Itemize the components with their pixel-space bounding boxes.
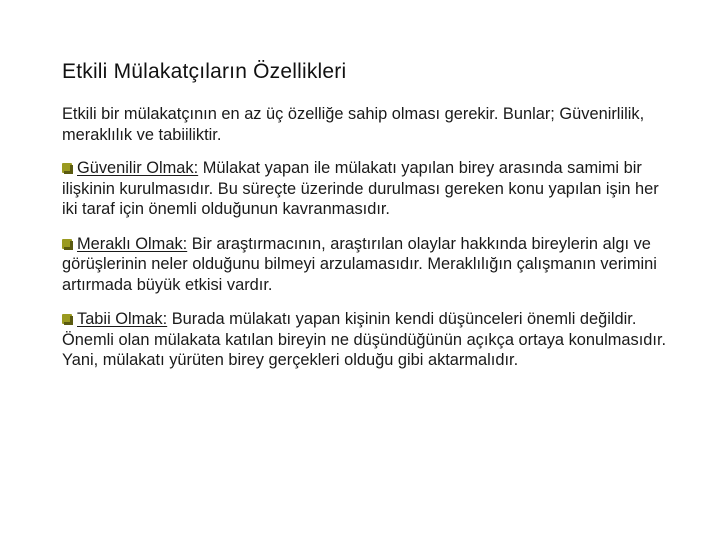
checkbox-square-icon xyxy=(62,314,73,325)
slide-body xyxy=(62,104,672,385)
bullet-item xyxy=(62,158,672,220)
bullet-heading: Tabii Olmak: xyxy=(77,310,168,328)
slide-title: Etkili Mülakatçıların Özellikleri xyxy=(62,60,347,83)
bullet-text: Mülakat yapan ile mülakatı yapılan birey arasında samimi bir ilişkinin kurulmasıdır. Bu süreçte üzerinde durulması gereken konu yapılan işin her iki taraf için önemli olduğunun kavranmasıdır. xyxy=(62,159,659,218)
intro-paragraph: Etkili bir mülakatçının en az üç özelliğe sahip olması gerekir. Bunlar; Güvenirlilik, meraklılık ve tabiiliktir. xyxy=(62,105,645,144)
bullet-heading: Meraklı Olmak: xyxy=(77,234,188,253)
checkbox-square-icon xyxy=(62,239,73,250)
checkbox-square-icon xyxy=(62,163,73,174)
bullet-text: Bir araştırmacının, araştırılan olaylar hakkında bireylerin algı ve görüşlerinin neler olduğunu bilmeyi arzulamasıdır. Meraklılığın çalışmanın verimini artırmada büyük etkisi vardır. xyxy=(62,234,657,294)
bullet-item xyxy=(62,234,672,296)
bullet-heading: Güvenilir Olmak: xyxy=(77,159,199,177)
bullet-text: Burada mülakatı yapan kişinin kendi düşünceleri önemli değildir. Önemli olan mülakata katılan bireyin ne düşündüğünün açıkça ortaya konulmasıdır. Yani, mülakatı yürüten birey gerçekleri olduğu gibi aktarmalıdır. xyxy=(62,310,667,369)
bullet-item xyxy=(62,309,672,371)
